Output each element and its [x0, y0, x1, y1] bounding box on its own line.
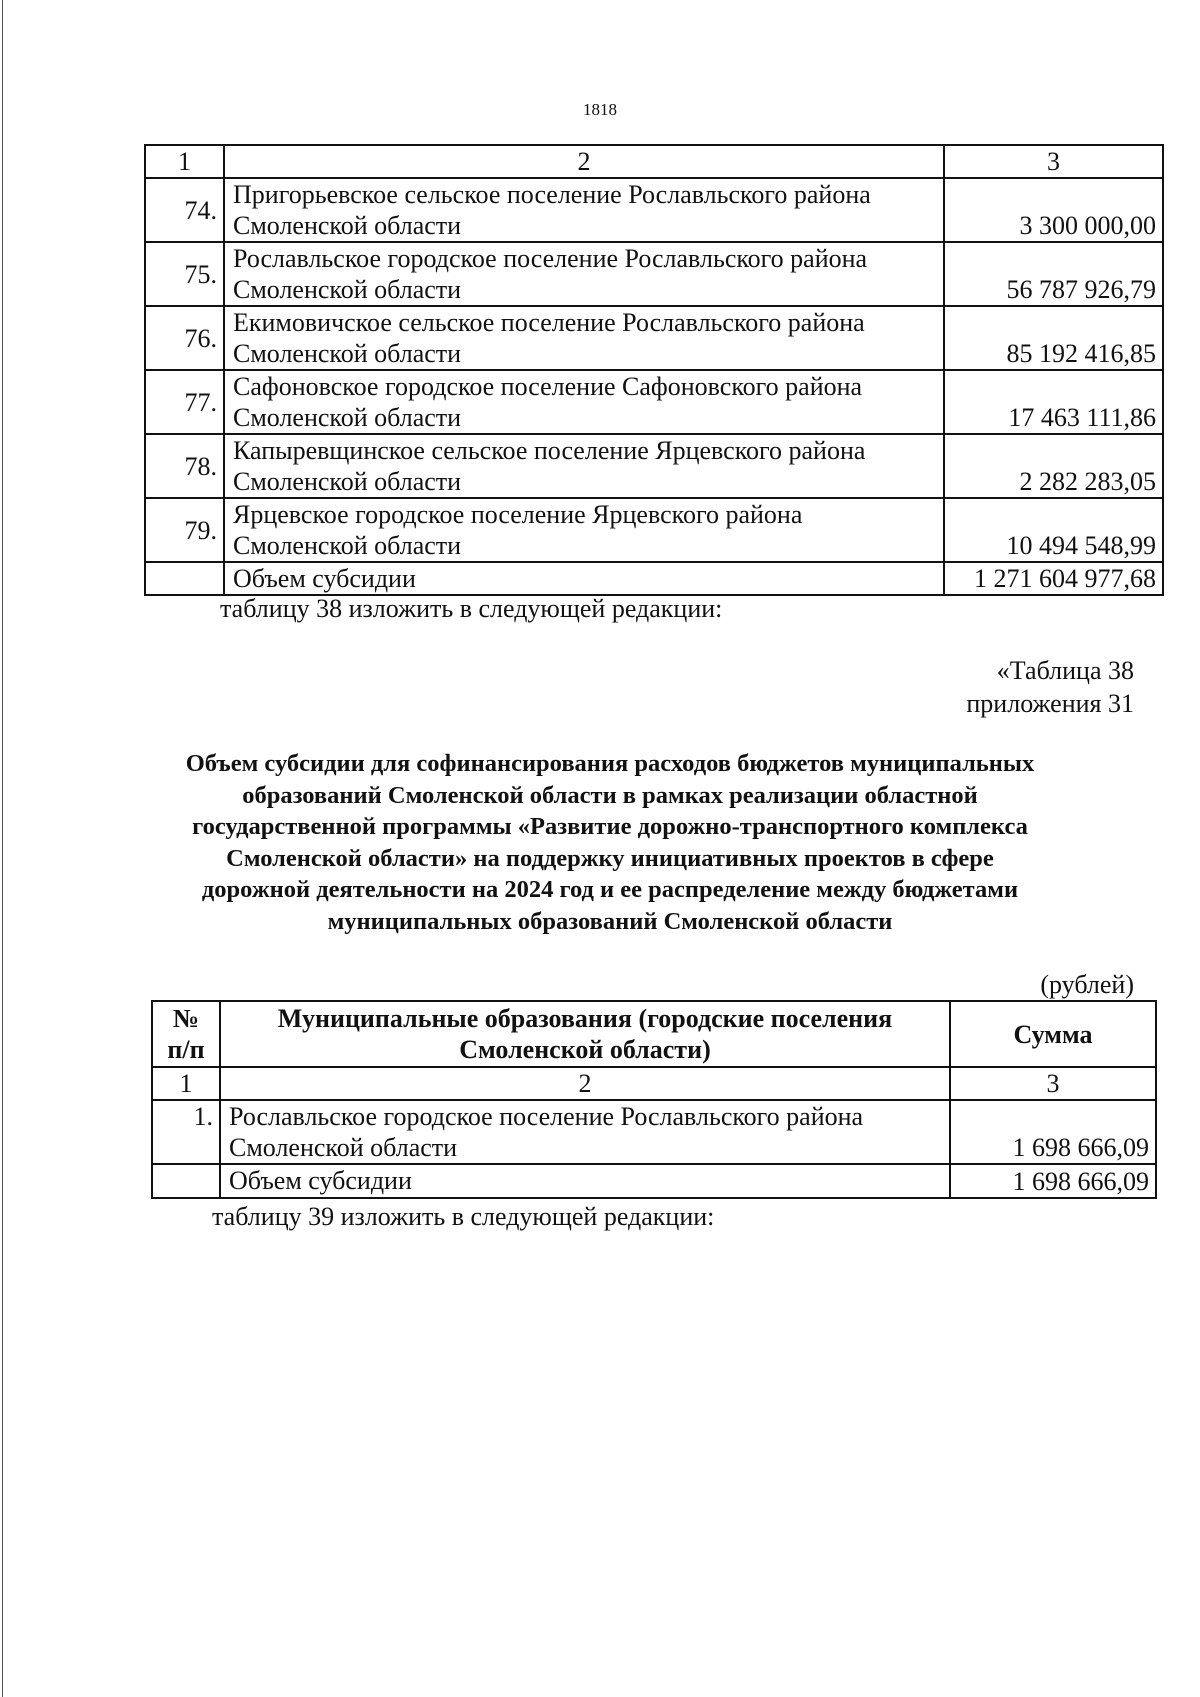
title-line: Смоленской области» на поддержку инициативных проектов в сфере — [226, 844, 994, 872]
title-line: государственной программы «Развитие дорожно-транспортного комплекса — [192, 813, 1028, 840]
row-number: 1. — [152, 1100, 220, 1164]
table-title — [130, 748, 1090, 937]
table-row — [145, 178, 1163, 242]
total-amount: 1 698 666,09 — [950, 1164, 1156, 1198]
row-number: 74. — [145, 178, 224, 242]
table-row — [145, 434, 1163, 498]
title-line: дорожной деятельности на 2024 год и ее распределение между бюджетами — [201, 876, 1019, 903]
table-1 — [144, 144, 1164, 596]
row-number: 75. — [145, 242, 224, 306]
table-row — [145, 370, 1163, 434]
municipality-name: Капыревщинское сельское поселение Ярцевского района Смоленской области — [224, 434, 944, 498]
total-row — [145, 562, 1163, 595]
title-line: образований Смоленской области в рамках реализации областной — [242, 781, 978, 809]
table-row — [145, 306, 1163, 370]
amount: 85 192 416,85 — [944, 306, 1163, 370]
total-label: Объем субсидии — [224, 562, 944, 595]
table-reference — [966, 654, 1134, 720]
header-row — [152, 1001, 1156, 1067]
table-reference-line: приложения 31 — [966, 689, 1134, 718]
page-number: 1818 — [583, 100, 617, 119]
amount: 56 787 926,79 — [944, 242, 1163, 306]
column-number-row — [145, 145, 1163, 178]
total-amount: 1 271 604 977,68 — [944, 562, 1163, 595]
col-number: 3 — [950, 1067, 1156, 1100]
table-reference-line: «Таблица 38 — [996, 656, 1134, 685]
municipality-name: Сафоновское городское поселение Сафоновского района Смоленской области — [224, 370, 944, 434]
municipality-name: Ярцевское городское поселение Ярцевского района Смоленской области — [224, 498, 944, 562]
amount: 2 282 283,05 — [944, 434, 1163, 498]
amount: 10 494 548,99 — [944, 498, 1163, 562]
total-row — [152, 1164, 1156, 1198]
instruction-text: таблицу 38 изложить в следующей редакции: — [220, 594, 723, 623]
table-row — [145, 242, 1163, 306]
row-number: 77. — [145, 370, 224, 434]
municipality-name: Екимовичское сельское поселение Рославльского района Смоленской области — [224, 306, 944, 370]
col-number: 1 — [152, 1067, 220, 1100]
title-line: Объем субсидии для софинансирования расходов бюджетов муниципальных — [185, 750, 1035, 777]
table-2 — [151, 1000, 1157, 1199]
empty-cell — [152, 1164, 220, 1198]
table-row — [152, 1100, 1156, 1164]
column-number-row — [152, 1067, 1156, 1100]
row-number: 78. — [145, 434, 224, 498]
scan-margin-line — [2, 0, 3, 1697]
col-number: 3 — [944, 145, 1163, 178]
header-sum: Сумма — [950, 1001, 1156, 1067]
table-row — [145, 498, 1163, 562]
title-line: муниципальных образований Смоленской области — [327, 907, 893, 935]
units-label: (рублей) — [1040, 970, 1134, 999]
row-number: 79. — [145, 498, 224, 562]
row-number: 76. — [145, 306, 224, 370]
header-number: № п/п — [152, 1001, 220, 1067]
total-label: Объем субсидии — [220, 1164, 950, 1198]
municipality-name: Рославльское городское поселение Рославльского района Смоленской области — [220, 1100, 950, 1164]
amount: 3 300 000,00 — [944, 178, 1163, 242]
amount: 17 463 111,86 — [944, 370, 1163, 434]
instruction-text: таблицу 39 изложить в следующей редакции: — [212, 1202, 715, 1231]
header-municipality: Муниципальные образования (городские поселения Смоленской области) — [220, 1001, 950, 1067]
col-number: 2 — [220, 1067, 950, 1100]
municipality-name: Рославльское городское поселение Рославльского района Смоленской области — [224, 242, 944, 306]
amount: 1 698 666,09 — [950, 1100, 1156, 1164]
col-number: 2 — [224, 145, 944, 178]
municipality-name: Пригорьевское сельское поселение Рославльского района Смоленской области — [224, 178, 944, 242]
col-number: 1 — [145, 145, 224, 178]
empty-cell — [145, 562, 224, 595]
